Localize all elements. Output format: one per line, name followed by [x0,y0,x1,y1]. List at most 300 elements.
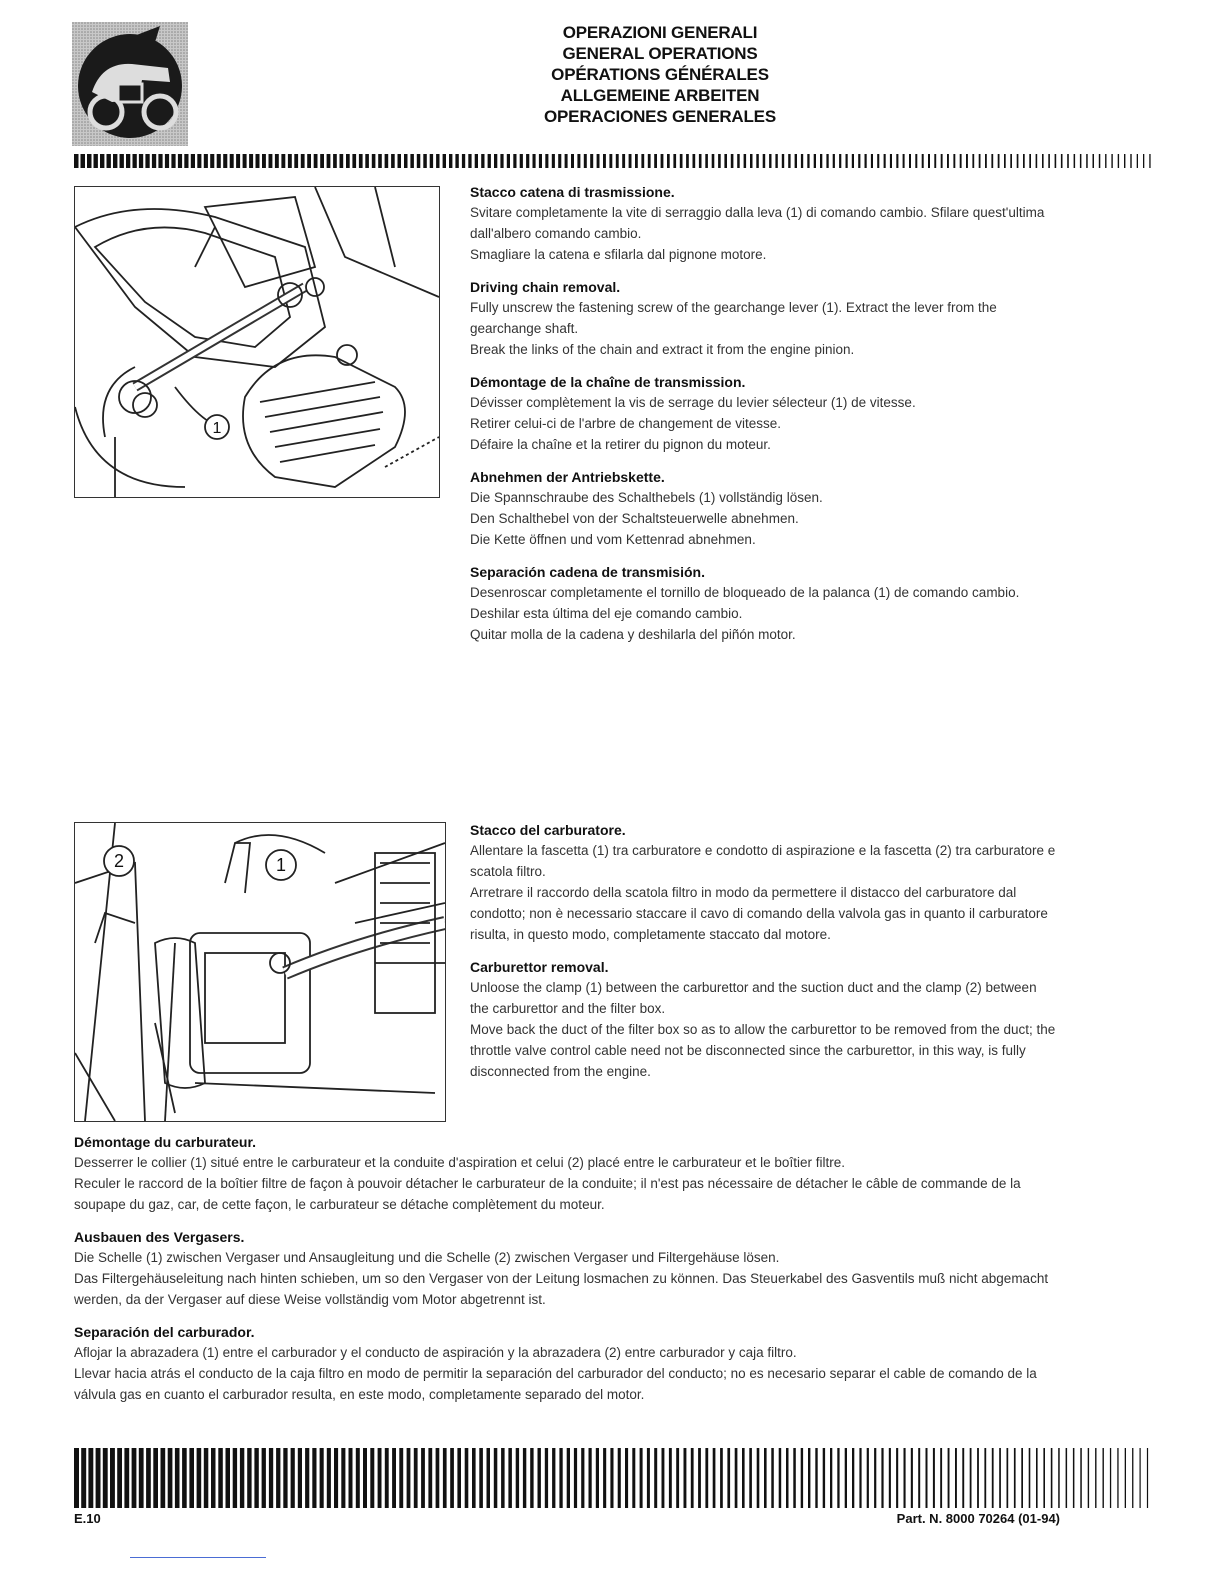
stripe [852,1448,854,1508]
stripe [1014,1448,1016,1508]
stripe [520,154,523,168]
stripe [1105,154,1106,168]
stripe [341,1448,345,1508]
link-underline [130,1557,266,1558]
block-line: Die Schelle (1) zwischen Vergaser und Ansaugleitung und die Schelle (2) zwischen Vergaser und Filtergehäuse lösen. [74,1250,780,1265]
top-stripe-graphic [74,154,1152,168]
stripe [307,154,311,168]
stripe [494,1448,498,1508]
stripe [191,154,195,168]
stripe [305,1448,309,1508]
stripe [1067,154,1069,168]
stripe [197,1448,202,1508]
stripe [1043,1448,1045,1508]
stripe [398,154,402,168]
stripe [1111,154,1112,168]
stripe [744,154,747,168]
stripe [865,154,867,168]
text-block [470,959,1056,1082]
stripe [629,154,632,168]
stripe [731,154,734,168]
stripe [385,1448,389,1508]
stripe [1118,154,1119,168]
stripe [1036,1448,1038,1508]
stripe [74,1448,79,1508]
stripe [1099,154,1101,168]
stripe [88,1448,93,1508]
stripe [545,154,548,168]
page-titles [380,22,940,127]
stripe [275,154,279,168]
stripe [158,154,162,168]
stripe [334,1448,338,1508]
stripe [107,154,111,168]
block-heading: Driving chain removal. [470,279,621,295]
stripe [508,1448,512,1508]
block-line: Allentare la fascetta (1) tra carburatore e condotto di aspirazione e la fascetta (2) tra carburatore e scatola filtro. [470,843,1056,879]
stripe [312,1448,316,1508]
stripe [673,154,676,168]
stripe [1140,1448,1141,1508]
stripe [103,1448,108,1508]
part-number: Part. N. 8000 70264 (01-94) [896,1511,1060,1526]
stripe [1132,1448,1133,1508]
stripe [845,1448,847,1508]
stripe [184,154,188,168]
stripe [507,154,510,168]
stripe [356,1448,360,1508]
stripe [999,1448,1001,1508]
stripe [1036,154,1038,168]
stripe [74,154,79,168]
stripe [610,1448,613,1508]
stripe [288,154,292,168]
stripe [998,154,1000,168]
stripe [372,154,376,168]
stripe [218,1448,223,1508]
stripe [1010,154,1012,168]
stripe [378,1448,382,1508]
stripe [565,154,568,168]
stripe [823,1448,825,1508]
stripe [648,154,651,168]
stripe [1042,154,1044,168]
stripe [953,154,955,168]
stripe [750,154,753,168]
stripe [1073,1448,1075,1508]
stripe [874,1448,876,1508]
stripe [764,1448,767,1508]
bottom-stripe-band [74,1448,1152,1508]
text-block [74,1134,1058,1215]
stripe [867,1448,869,1508]
stripe [622,154,625,168]
stripe [890,154,892,168]
stripe [87,154,92,168]
stripe [327,1448,331,1508]
stripe [175,1448,180,1508]
callout-1: 1 [275,855,287,875]
stripe [991,154,993,168]
stripe [896,1448,898,1508]
stripe [110,1448,115,1508]
block-line: Desenroscar completamente el tornillo de bloqueado de la palanca (1) de comando cambio. [470,585,1020,600]
block-heading: Démontage du carburateur. [74,1134,257,1150]
stripe [243,154,247,168]
stripe [479,1448,483,1508]
stripe [830,1448,832,1508]
stripe [291,1448,295,1508]
stripe [407,1448,411,1508]
text-block [470,279,1056,360]
title-de: ALLGEMEINE ARBEITEN [560,86,760,105]
block-line: Arretrare il raccordo della scatola filtro in modo da permettere il distacco del carburatore dal condotto; non è necessario staccare il cavo di comando della valvola gas in quanto il carburatore risulta, in questo modo, completamente staccato dal motore. [470,885,1048,942]
stripe [96,1448,101,1508]
stripe [365,154,369,168]
stripe [801,154,803,168]
stripe [737,154,740,168]
stripe [533,154,536,168]
stripe [775,154,777,168]
stripe [488,154,491,168]
section-carburettor-fr-de-es [74,1134,1058,1419]
stripe [436,1448,440,1508]
block-line: Fully unscrew the fastening screw of the gearchange lever (1). Extract the lever from the gearchange shaft. [470,300,997,336]
stripe [530,1448,533,1508]
stripe [132,1448,137,1508]
stripe [146,1448,151,1508]
stripe [301,154,305,168]
block-line: Die Kette öffnen und vom Kettenrad abnehmen. [470,532,756,547]
stripe [955,1448,957,1508]
block-line: Svitare completamente la vite di serraggio dalla leva (1) di comando cambio. Sfilare quest'ultima dall'albero comando cambio. [470,205,1045,241]
stripe [233,1448,237,1508]
stripe [500,154,503,168]
stripe [168,1448,173,1508]
stripe [145,154,149,168]
stripe [676,1448,679,1508]
stripe [934,154,936,168]
stripe [276,1448,280,1508]
stripe [359,154,363,168]
block-line: Quitar molla de la cadena y deshilarla del piñón motor. [470,627,796,642]
stripe [859,1448,861,1508]
stripe [230,154,234,168]
stripe [814,154,816,168]
stripe [178,154,182,168]
stripe [771,1448,774,1508]
stripe [922,154,924,168]
stripe [120,154,124,168]
stripe [1124,154,1125,168]
stripe [171,154,175,168]
stripe [487,1448,491,1508]
stripe [757,1448,760,1508]
stripe [669,1448,672,1508]
stripe [428,1448,432,1508]
stripe [928,154,930,168]
stripe [552,1448,555,1508]
stripe [984,1448,986,1508]
block-heading: Separación del carburador. [74,1324,255,1340]
stripe [574,1448,577,1508]
stripe [581,1448,584,1508]
stripe [494,154,497,168]
stripe [571,154,574,168]
stripe [735,1448,738,1508]
stripe [724,154,727,168]
stripe [1125,1448,1126,1508]
block-line: Aflojar la abrazadera (1) entre el carburador y el conducto de aspiración y la abrazadera (2) entre carburador y caja filtro. [74,1345,797,1360]
stripe [1117,1448,1118,1508]
stripe [693,154,696,168]
stripe [455,154,458,168]
stripe [680,154,683,168]
stripe [820,154,822,168]
stripe [254,1448,258,1508]
title-en: GENERAL OPERATIONS [562,44,758,63]
stripe [240,1448,244,1508]
stripe [468,154,471,168]
stripe [117,1448,122,1508]
text-block [470,469,1056,550]
stripe [837,1448,839,1508]
stripe [1088,1448,1089,1508]
stripe [712,154,715,168]
stripe [139,154,143,168]
text-block [470,374,1056,455]
stripe [430,154,433,168]
stripe [211,1448,216,1508]
stripe [333,154,337,168]
stripe [1029,154,1031,168]
stripe [896,154,898,168]
stripe [320,1448,324,1508]
stripe [443,1448,447,1508]
stripe [749,1448,752,1508]
stripe [1058,1448,1060,1508]
stripe [417,154,421,168]
stripe [523,1448,526,1508]
stripe [449,154,452,168]
stripe [769,154,771,168]
stripe [161,1448,166,1508]
text-block [74,1229,1058,1310]
stripe [1017,154,1019,168]
stripe [713,1448,716,1508]
stripe [807,154,809,168]
block-line: Das Filtergehäuseleitung nach hinten schieben, um so den Vergaser von der Leitung losmachen zu können. Das Steuerkabel des Gasventils muß nicht abgemacht werden, da der Vergaser auf diese Weise vollständig vom Motor abgetrennt ist. [74,1271,1049,1307]
stripe [1095,1448,1096,1508]
stripe [1080,1448,1082,1508]
stripe [1021,1448,1023,1508]
stripe [462,154,465,168]
stripe [513,154,516,168]
stripe [966,154,968,168]
stripe [705,154,708,168]
section-chain-removal [470,184,1056,659]
stripe [223,154,227,168]
block-line: Défaire la chaîne et la retirer du pignon du moteur. [470,437,771,452]
stripe [590,154,593,168]
stripe [596,1448,599,1508]
stripe [457,1448,461,1508]
top-stripe-band [74,154,1152,168]
stripe [915,154,917,168]
section-carburettor-it-en [470,822,1056,1096]
stripe [948,1448,950,1508]
stripe [718,154,721,168]
stripe [884,154,886,168]
stripe [165,154,169,168]
stripe [152,154,156,168]
stripe [1143,154,1144,168]
title-it: OPERAZIONI GENERALI [562,23,758,42]
stripe [808,1448,810,1508]
stripe [236,154,240,168]
stripe [545,1448,548,1508]
stripe [793,1448,796,1508]
stripe [918,1448,920,1508]
stripe [647,1448,650,1508]
stripe [603,1448,606,1508]
stripe [985,154,987,168]
block-line: Move back the duct of the filter box so as to allow the carburettor to be removed from the duct; the throttle valve control cable need not be disconnected since the carburettor, in this way, is fully disconnected from the engine. [470,1022,1056,1079]
stripe [962,1448,964,1508]
block-heading: Carburettor removal. [470,959,609,975]
stripe [691,1448,694,1508]
stripe [1004,154,1006,168]
stripe [204,154,208,168]
stripe [763,154,766,168]
motorcycle-logo-icon [72,22,188,146]
stripe [298,1448,302,1508]
stripe [410,154,414,168]
stripe [662,1448,665,1508]
stripe [404,154,408,168]
stripe [262,1448,266,1508]
stripe [871,154,873,168]
text-block [74,1324,1058,1405]
stripe [501,1448,505,1508]
stripe [436,154,439,168]
gearchange-lever-illustration [75,187,439,497]
stripe [133,154,137,168]
text-block [470,822,1056,945]
stripe [992,1448,994,1508]
callout-2: 2 [113,851,125,871]
stripe [139,1448,144,1508]
stripe [1007,1448,1009,1508]
stripe [1023,154,1025,168]
stripe [699,154,702,168]
stripe [589,1448,592,1508]
stripe [801,1448,803,1508]
stripe [1110,1448,1111,1508]
block-line: Desserrer le collier (1) situé entre le carburateur et la conduite d'aspiration et celui (2) placé entre le carburateur et le boîtier filtre. [74,1155,845,1170]
block-heading: Abnehmen der Antriebskette. [470,469,665,485]
stripe [839,154,841,168]
block-heading: Stacco catena di trasmissione. [470,184,675,200]
stripe [940,1448,942,1508]
stripe [788,154,790,168]
stripe [584,154,587,168]
stripe [911,1448,913,1508]
stripe [1149,154,1150,168]
stripe [977,1448,979,1508]
stripe [756,154,759,168]
stripe [926,1448,928,1508]
stripe [349,1448,353,1508]
stripe [363,1448,367,1508]
stripe [204,1448,209,1508]
block-line: Die Spannschraube des Schalthebels (1) vollständig lösen. [470,490,823,505]
stripe [314,154,318,168]
stripe [1147,1448,1148,1508]
block-line: Retirer celui-ci de l'arbre de changement de vitesse. [470,416,781,431]
stripe [283,1448,287,1508]
stripe [858,154,860,168]
stripe [1029,1448,1031,1508]
stripe [443,154,446,168]
stripe [909,154,911,168]
stripe [153,1448,158,1508]
stripe [1080,154,1082,168]
stripe [686,154,689,168]
stripe [1086,154,1088,168]
stripe [423,154,427,168]
stripe [399,1448,403,1508]
section-logo [72,22,188,146]
stripe [226,1448,231,1508]
stripe [126,154,130,168]
stripe [81,154,86,168]
page-number: E.10 [74,1511,101,1526]
stripe [1061,154,1063,168]
stripe [654,1448,657,1508]
block-heading: Stacco del carburatore. [470,822,626,838]
stripe [189,1448,194,1508]
stripe [327,154,331,168]
stripe [262,154,266,168]
title-fr: OPÉRATIONS GÉNÉRALES [551,65,769,84]
block-line: Break the links of the chain and extract it from the engine pinion. [470,342,855,357]
stripe [1130,154,1131,168]
stripe [609,154,612,168]
stripe [538,1448,541,1508]
stripe [450,1448,454,1508]
stripe [742,1448,745,1508]
stripe [815,1448,817,1508]
stripe [933,1448,935,1508]
carburettor-illustration [75,823,445,1121]
stripe [247,1448,251,1508]
stripe [705,1448,708,1508]
stripe [567,1448,570,1508]
stripe [197,154,201,168]
stripe [846,154,848,168]
stripe [684,1448,687,1508]
stripe [641,154,644,168]
stripe [597,154,600,168]
block-heading: Démontage de la chaîne de transmission. [470,374,746,390]
stripe [472,1448,476,1508]
block-line: Den Schalthebel von der Schaltsteuerwelle abnehmen. [470,511,799,526]
stripe [100,154,104,168]
stripe [281,154,285,168]
stripe [526,154,529,168]
stripe [779,1448,782,1508]
